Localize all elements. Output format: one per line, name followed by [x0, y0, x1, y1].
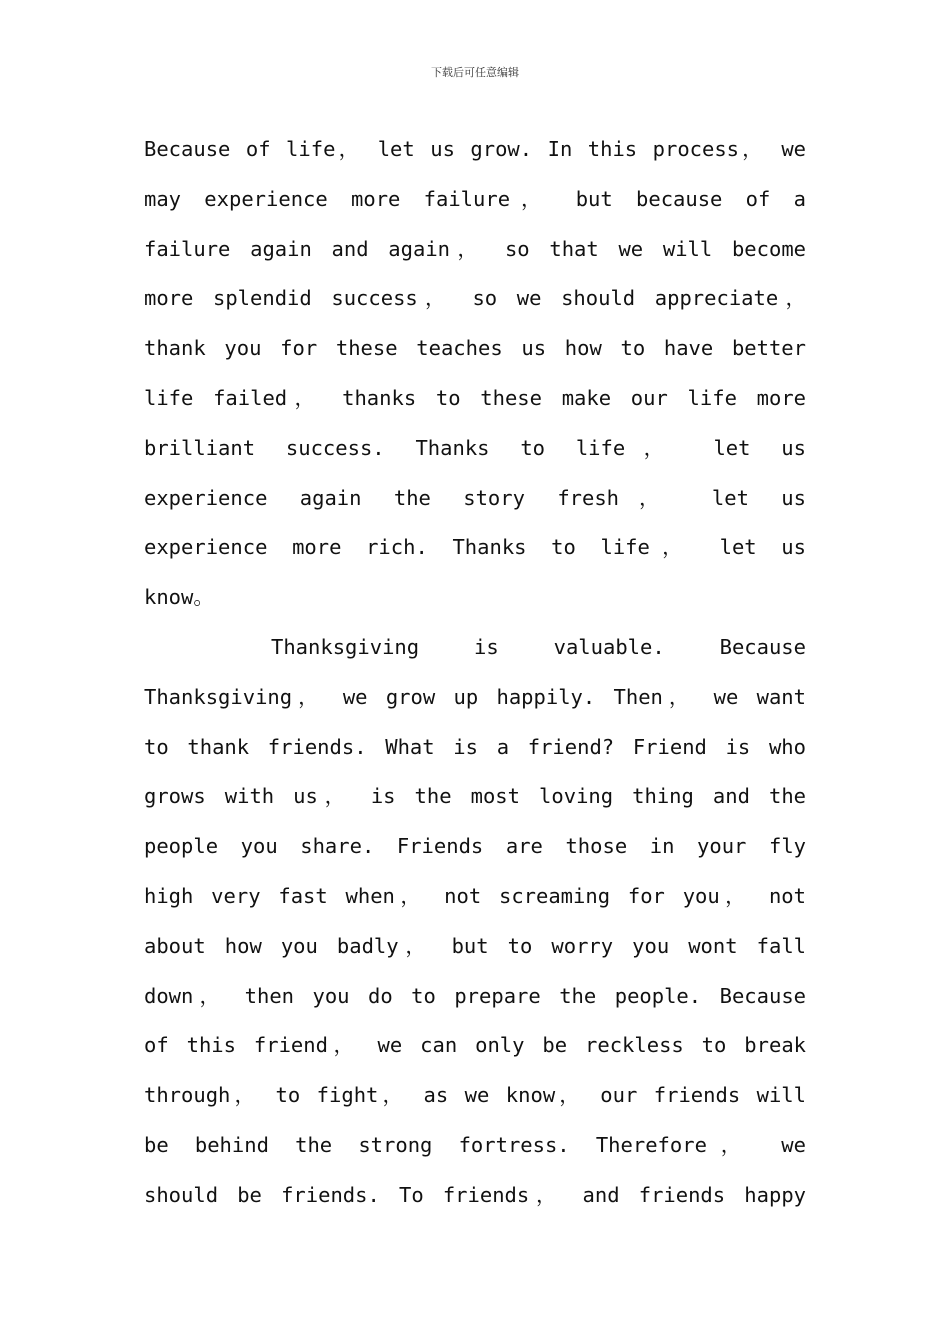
text-line: people you share. Friends are those in your fly: [144, 834, 806, 859]
text-line: to thank friends. What is a friend? Friend is who: [144, 734, 806, 759]
text-line: through， to fight， as we know， our friends will: [144, 1083, 806, 1108]
text-line: Thanksgiving is valuable. Because: [271, 634, 806, 659]
header-note: 下载后可任意编辑: [431, 66, 519, 79]
text-line: Because of life， let us grow. In this process， we: [144, 137, 806, 161]
text-line: should be friends. To friends， and friends happy: [144, 1182, 806, 1207]
text-line: experience more rich. Thanks to life， let us: [144, 535, 806, 560]
text-line: down， then you do to prepare the people. Because: [144, 983, 806, 1008]
text-line: about how you badly， but to worry you wont fall: [144, 933, 806, 958]
text-line: grows with us， is the most loving thing and the: [144, 784, 806, 809]
body-text: [144, 125, 806, 1221]
text-line: failure again and again， so that we will become: [144, 236, 806, 261]
text-line: of this friend， we can only be reckless to break: [144, 1033, 806, 1058]
text-line: may experience more failure， but because of a: [144, 186, 806, 211]
text-line: high very fast when， not screaming for you， not: [144, 883, 806, 908]
text-line: be behind the strong fortress. Therefore， we: [144, 1132, 806, 1157]
text-line: know。: [144, 585, 214, 610]
text-line: brilliant success. Thanks to life， let us: [144, 435, 806, 460]
text-line: thank you for these teaches us how to have better: [144, 336, 806, 361]
text-line: life failed， thanks to these make our life more: [144, 385, 806, 410]
text-line: more splendid success， so we should appreciate，: [144, 286, 806, 311]
text-line: Thanksgiving， we grow up happily. Then， we want: [144, 684, 806, 709]
text-line: experience again the story fresh， let us: [144, 485, 806, 510]
